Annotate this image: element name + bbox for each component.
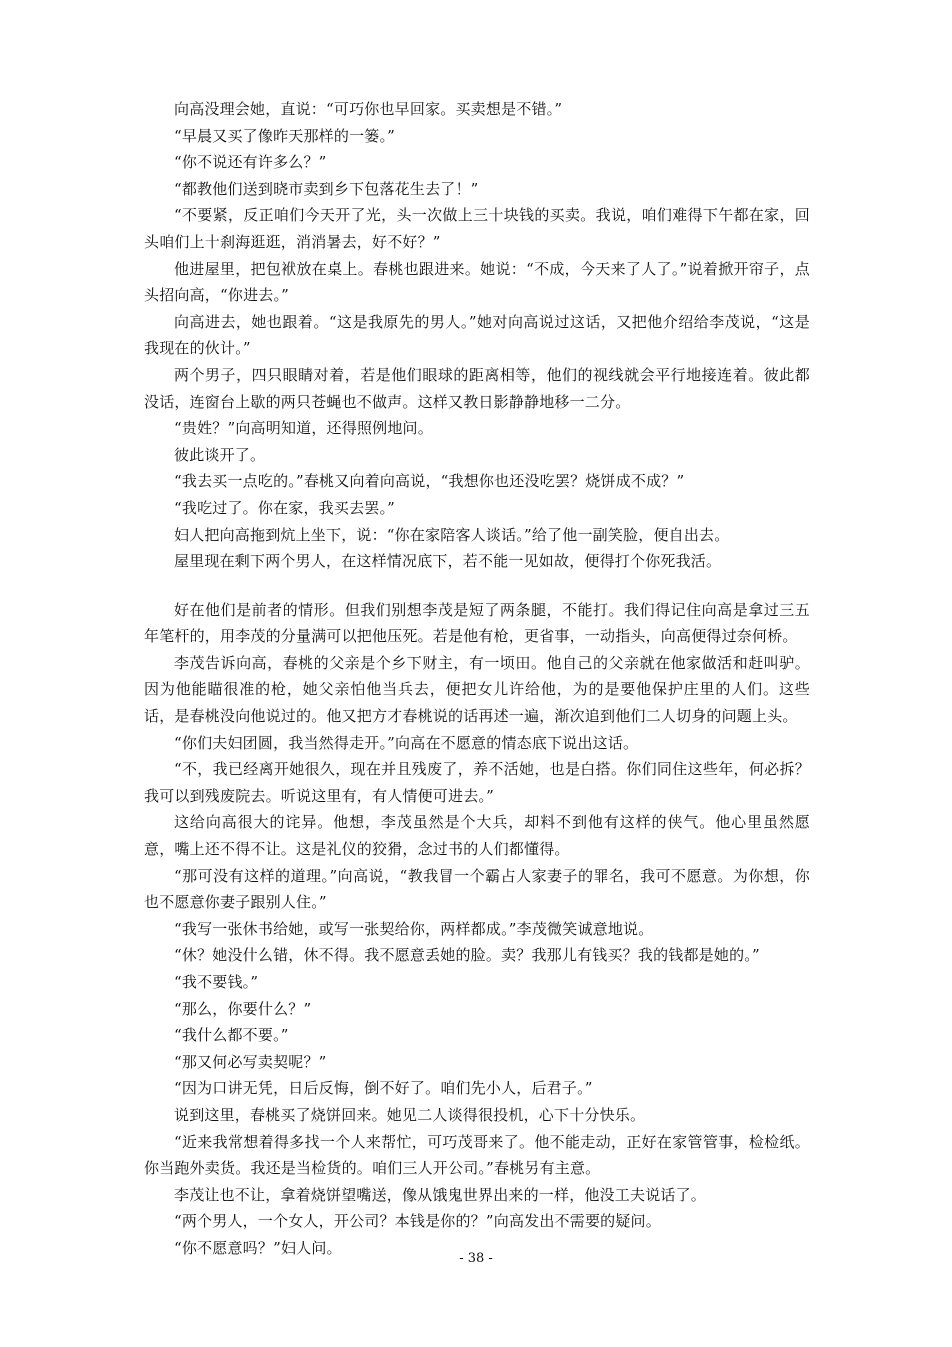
text-section-2	[144, 597, 810, 1262]
paragraph: 向高没理会她，直说：“可巧你也早回家。买卖想是不错。”	[174, 100, 563, 118]
paragraph: 李茂让也不让，拿着烧饼望嘴送，像从饿鬼世界出来的一样，他没工夫说话了。	[174, 1185, 707, 1204]
paragraph: “近来我常想着得多找一个人来帮忙，可巧茂哥来了。他不能走动，正好在家管管事，检检纸。你当跑外卖货。我还是当检货的。咱们三人开公司。”春桃另有主意。	[144, 1132, 810, 1178]
paragraph: 彼此谈开了。	[174, 445, 266, 464]
paragraph: “那又何必写卖契呢？”	[174, 1052, 327, 1071]
paragraph: 向高进去，她也跟着。“这是我原先的男人。”她对向高说过这话，又把他介绍给李茂说，“这是我现在的伙计。”	[144, 312, 810, 358]
paragraph: “你们夫妇团圆，我当然得走开。”向高在不愿意的情态底下说出这话。	[174, 733, 639, 752]
body-text	[144, 96, 810, 1262]
paragraph: 这给向高很大的诧异。他想，李茂虽然是个大兵，却料不到他有这样的侠气。他心里虽然愿意，嘴上还不得不让。这是礼仪的狡猾，念过书的人们都懂得。	[144, 813, 810, 859]
paragraph: 好在他们是前者的情形。但我们别想李茂是短了两条腿，不能打。我们得记住向高是拿过三五年笔杆的，用李茂的分量满可以把他压死。若是他有枪，更省事，一动指头，向高便得过奈何桥。	[144, 600, 810, 646]
text-section-1	[144, 96, 810, 575]
paragraph: “休？她没什么错，休不得。我不愿意丢她的脸。卖？我那儿有钱买？我的钱都是她的。”	[174, 946, 760, 965]
paragraph: 屋里现在剩下两个男人，在这样情况底下，若不能一见如故，便得打个你死我活。	[174, 552, 722, 571]
paragraph: 说到这里，春桃买了烧饼回来。她见二人谈得很投机，心下十分快乐。	[174, 1105, 646, 1124]
paragraph: “两个男人，一个女人，开公司？本钱是你的？”向高发出不需要的疑问。	[174, 1212, 661, 1231]
paragraph: 他进屋里，把包袱放在桌上。春桃也跟进来。她说：“不成，今天来了人了。”说着掀开帘子，点头招向高，“你进去。”	[144, 259, 810, 305]
page-number: - 38 -	[459, 1251, 493, 1266]
paragraph: “都教他们送到晓市卖到乡下包落花生去了！”	[174, 179, 479, 198]
paragraph: “不，我已经离开她很久，现在并且残废了，养不活她，也是白搭。你们同住这些年，何必拆？我可以到残废院去。听说这里有，有人情便可进去。”	[144, 760, 810, 805]
paragraph: “你不愿意吗？”妇人问。	[174, 1238, 342, 1257]
section-break	[144, 575, 810, 597]
paragraph: “因为口讲无凭，日后反悔，倒不好了。咱们先小人，后君子。”	[174, 1079, 593, 1098]
paragraph: “你不说还有许多么？”	[174, 153, 327, 172]
paragraph: 李茂告诉向高，春桃的父亲是个乡下财主，有一顷田。他自己的父亲就在他家做活和赶叫驴。因为他能瞄很准的枪，她父亲怕他当兵去，便把女儿许给他，为的是要他保护庄里的人们。这些话，是春桃没向他说过的。他又把方才春桃说的话再述一遍，渐次追到他们二人切身的问题上头。	[144, 653, 810, 726]
paragraph: “我什么都不要。”	[174, 1026, 289, 1045]
paragraph: “我写一张休书给她，或写一张契给你，两样都成。”李茂微笑诚意地说。	[174, 919, 654, 938]
paragraph: “那可没有这样的道理。”向高说，“教我冒一个霸占人家妻子的罪名，我可不愿意。为你想，你也不愿意你妻子跟别人住。”	[144, 866, 810, 912]
paragraph: “早晨又买了像昨天那样的一篓。”	[174, 126, 396, 145]
paragraph: “我不要钱。”	[174, 973, 259, 991]
paragraph: “那么，你要什么？”	[174, 999, 312, 1018]
paragraph: “不要紧，反正咱们今天开了光，头一次做上三十块钱的买卖。我说，咱们难得下午都在家，回头咱们上十刹海逛逛，消消暑去，好不好？”	[144, 206, 810, 251]
paragraph: “我吃过了。你在家，我买去罢。”	[174, 498, 396, 517]
paragraph: 两个男子，四只眼睛对着，若是他们眼球的距离相等，他们的视线就会平行地接连着。彼此都没话，连窗台上歇的两只苍蝇也不做声。这样又教日影静静地移一二分。	[144, 365, 810, 411]
paragraph: “我去买一点吃的。”春桃又向着向高说，“我想你也还没吃罢？烧饼成不成？”	[174, 472, 685, 491]
paragraph: 妇人把向高拖到炕上坐下，说：“你在家陪客人谈话。”给了他一副笑脸，便自出去。	[174, 525, 730, 544]
paragraph: “贵姓？”向高明知道，还得照例地问。	[174, 419, 433, 438]
